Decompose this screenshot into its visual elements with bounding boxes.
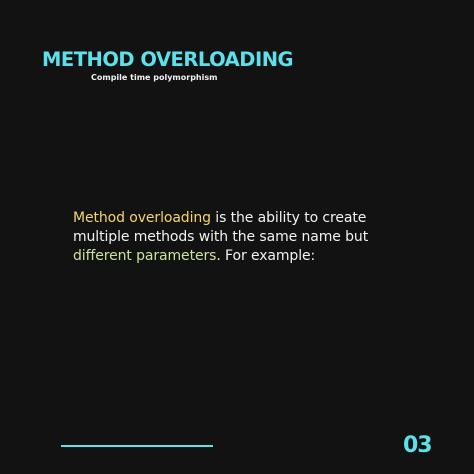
highlight-phrase: different parameters [73,248,217,264]
body-paragraph [73,209,413,266]
body-text-part: is the ability to create multiple methods with the same name but [73,210,369,245]
accent-bar [61,445,213,447]
page-number: 03 [403,433,432,458]
highlight-term: Method overloading [73,210,211,226]
body-text-end: . For example: [216,248,316,264]
slide-subtitle: Compile time polymorphism [91,73,218,82]
slide-title: METHOD OVERLOADING [42,48,294,71]
